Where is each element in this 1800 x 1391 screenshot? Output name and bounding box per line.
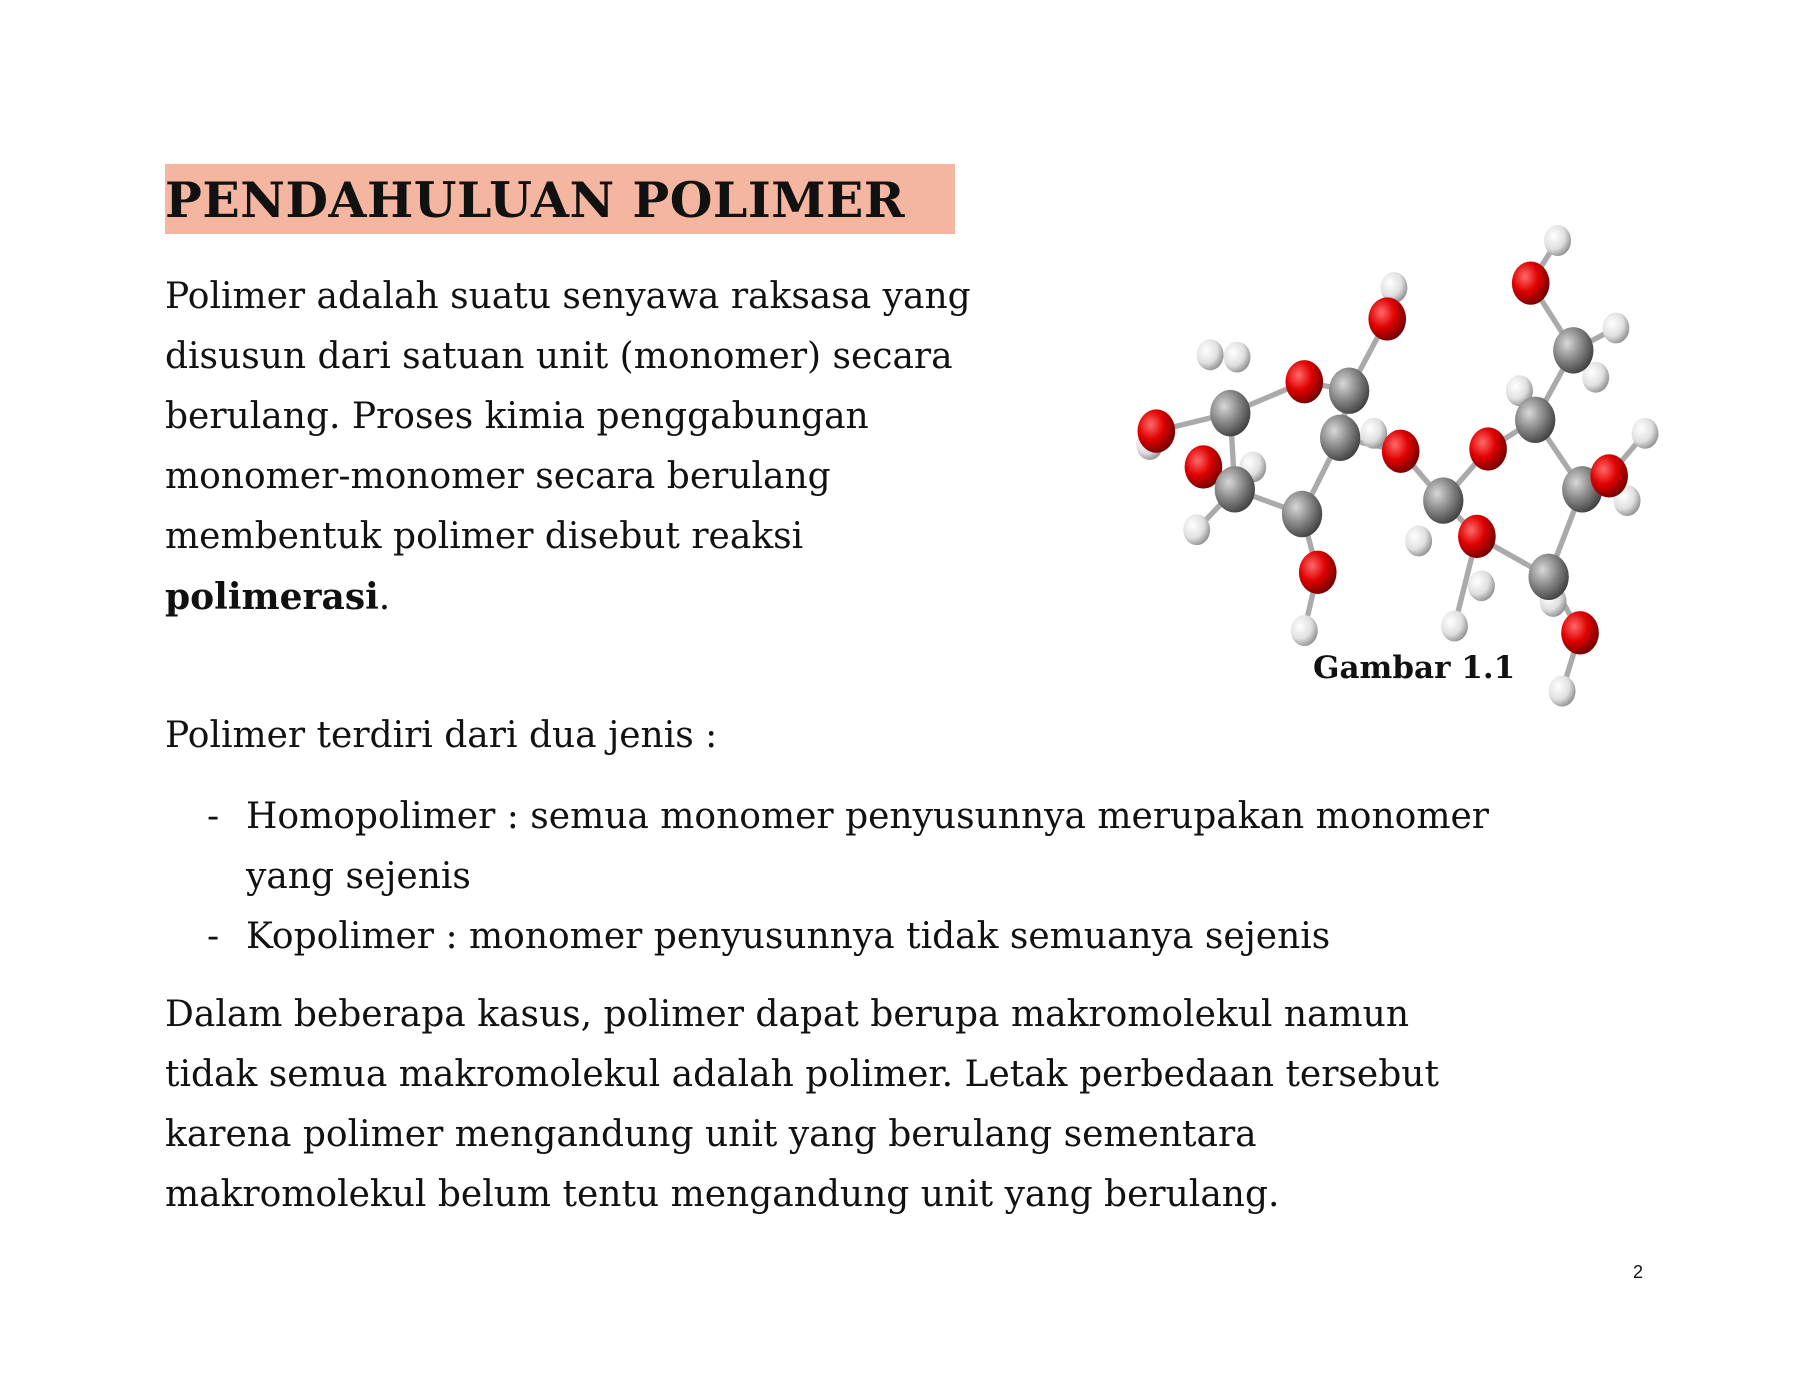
hydrogen-atom [1441,611,1468,642]
oxygen-atom [1590,454,1628,497]
hydrogen-atom [1291,615,1318,646]
hydrogen-atom [1549,676,1576,707]
carbon-atom [1210,390,1250,436]
hydrogen-atom [1602,312,1629,343]
list-item-line: Homopolimer : semua monomer penyusunnya merupakan monomer [246,796,1489,837]
bullet-dash: - [207,796,220,837]
carbon-atom [1320,415,1360,461]
oxygen-atom [1285,360,1323,403]
carbon-atom [1282,491,1322,537]
page-title-text: PENDAHULUAN POLIMER [165,171,906,229]
oxygen-atom [1512,261,1550,304]
hydrogen-atom [1224,342,1251,373]
hydrogen-atom [1197,339,1224,370]
bold-term: polimerasi [165,576,379,618]
oxygen-atom [1368,297,1406,340]
oxygen-atom [1299,551,1337,594]
list-item-homopolimer [246,787,1489,907]
page-title [165,164,955,234]
intro-line: berulang. Proses kimia penggabungan [165,396,869,437]
end-punct: . [378,577,391,618]
molecule-figure [1100,180,1800,718]
carbon-atom [1553,327,1593,373]
closing-line: Dalam beberapa kasus, polimer dapat berupa makromolekul namun [165,994,1410,1035]
oxygen-atom [1469,427,1507,470]
closing-paragraph [165,985,1439,1225]
list-item-kopolimer: Kopolimer : monomer penyusunnya tidak semuanya sejenis [246,916,1331,957]
hydrogen-atom [1405,525,1432,556]
list-item-line: yang sejenis [246,856,471,897]
hydrogen-atom [1632,418,1659,449]
closing-line: karena polimer mengandung unit yang berulang sementara [165,1114,1257,1155]
hydrogen-atom [1183,514,1210,545]
carbon-atom [1423,477,1463,523]
types-lead: Polimer terdiri dari dua jenis : [165,715,718,756]
oxygen-atom [1382,430,1420,473]
hydrogen-atom [1544,225,1571,256]
intro-line: membentuk polimer disebut reaksi [165,516,804,557]
intro-line: disusun dari satuan unit (monomer) secara [165,336,953,377]
atoms [1136,225,1658,707]
intro-paragraph [165,267,971,628]
carbon-atom [1215,466,1255,512]
closing-line: tidak semua makromolekul adalah polimer. Letak perbedaan tersebut [165,1054,1439,1095]
hydrogen-atom [1468,570,1495,601]
figure-caption: Gambar 1.1 [1313,650,1516,686]
carbon-atom [1329,368,1369,414]
carbon-atom [1528,554,1568,600]
bullet-dash: - [207,916,220,957]
intro-line: Polimer adalah suatu senyawa raksasa yang [165,276,971,317]
intro-line: monomer-monomer secara berulang [165,456,831,497]
oxygen-atom [1561,611,1599,654]
closing-line: makromolekul belum tentu mengandung unit yang berulang. [165,1174,1280,1215]
page-number: 2 [1633,1262,1644,1282]
oxygen-atom [1138,409,1176,452]
oxygen-atom [1458,515,1496,558]
carbon-atom [1515,397,1555,443]
